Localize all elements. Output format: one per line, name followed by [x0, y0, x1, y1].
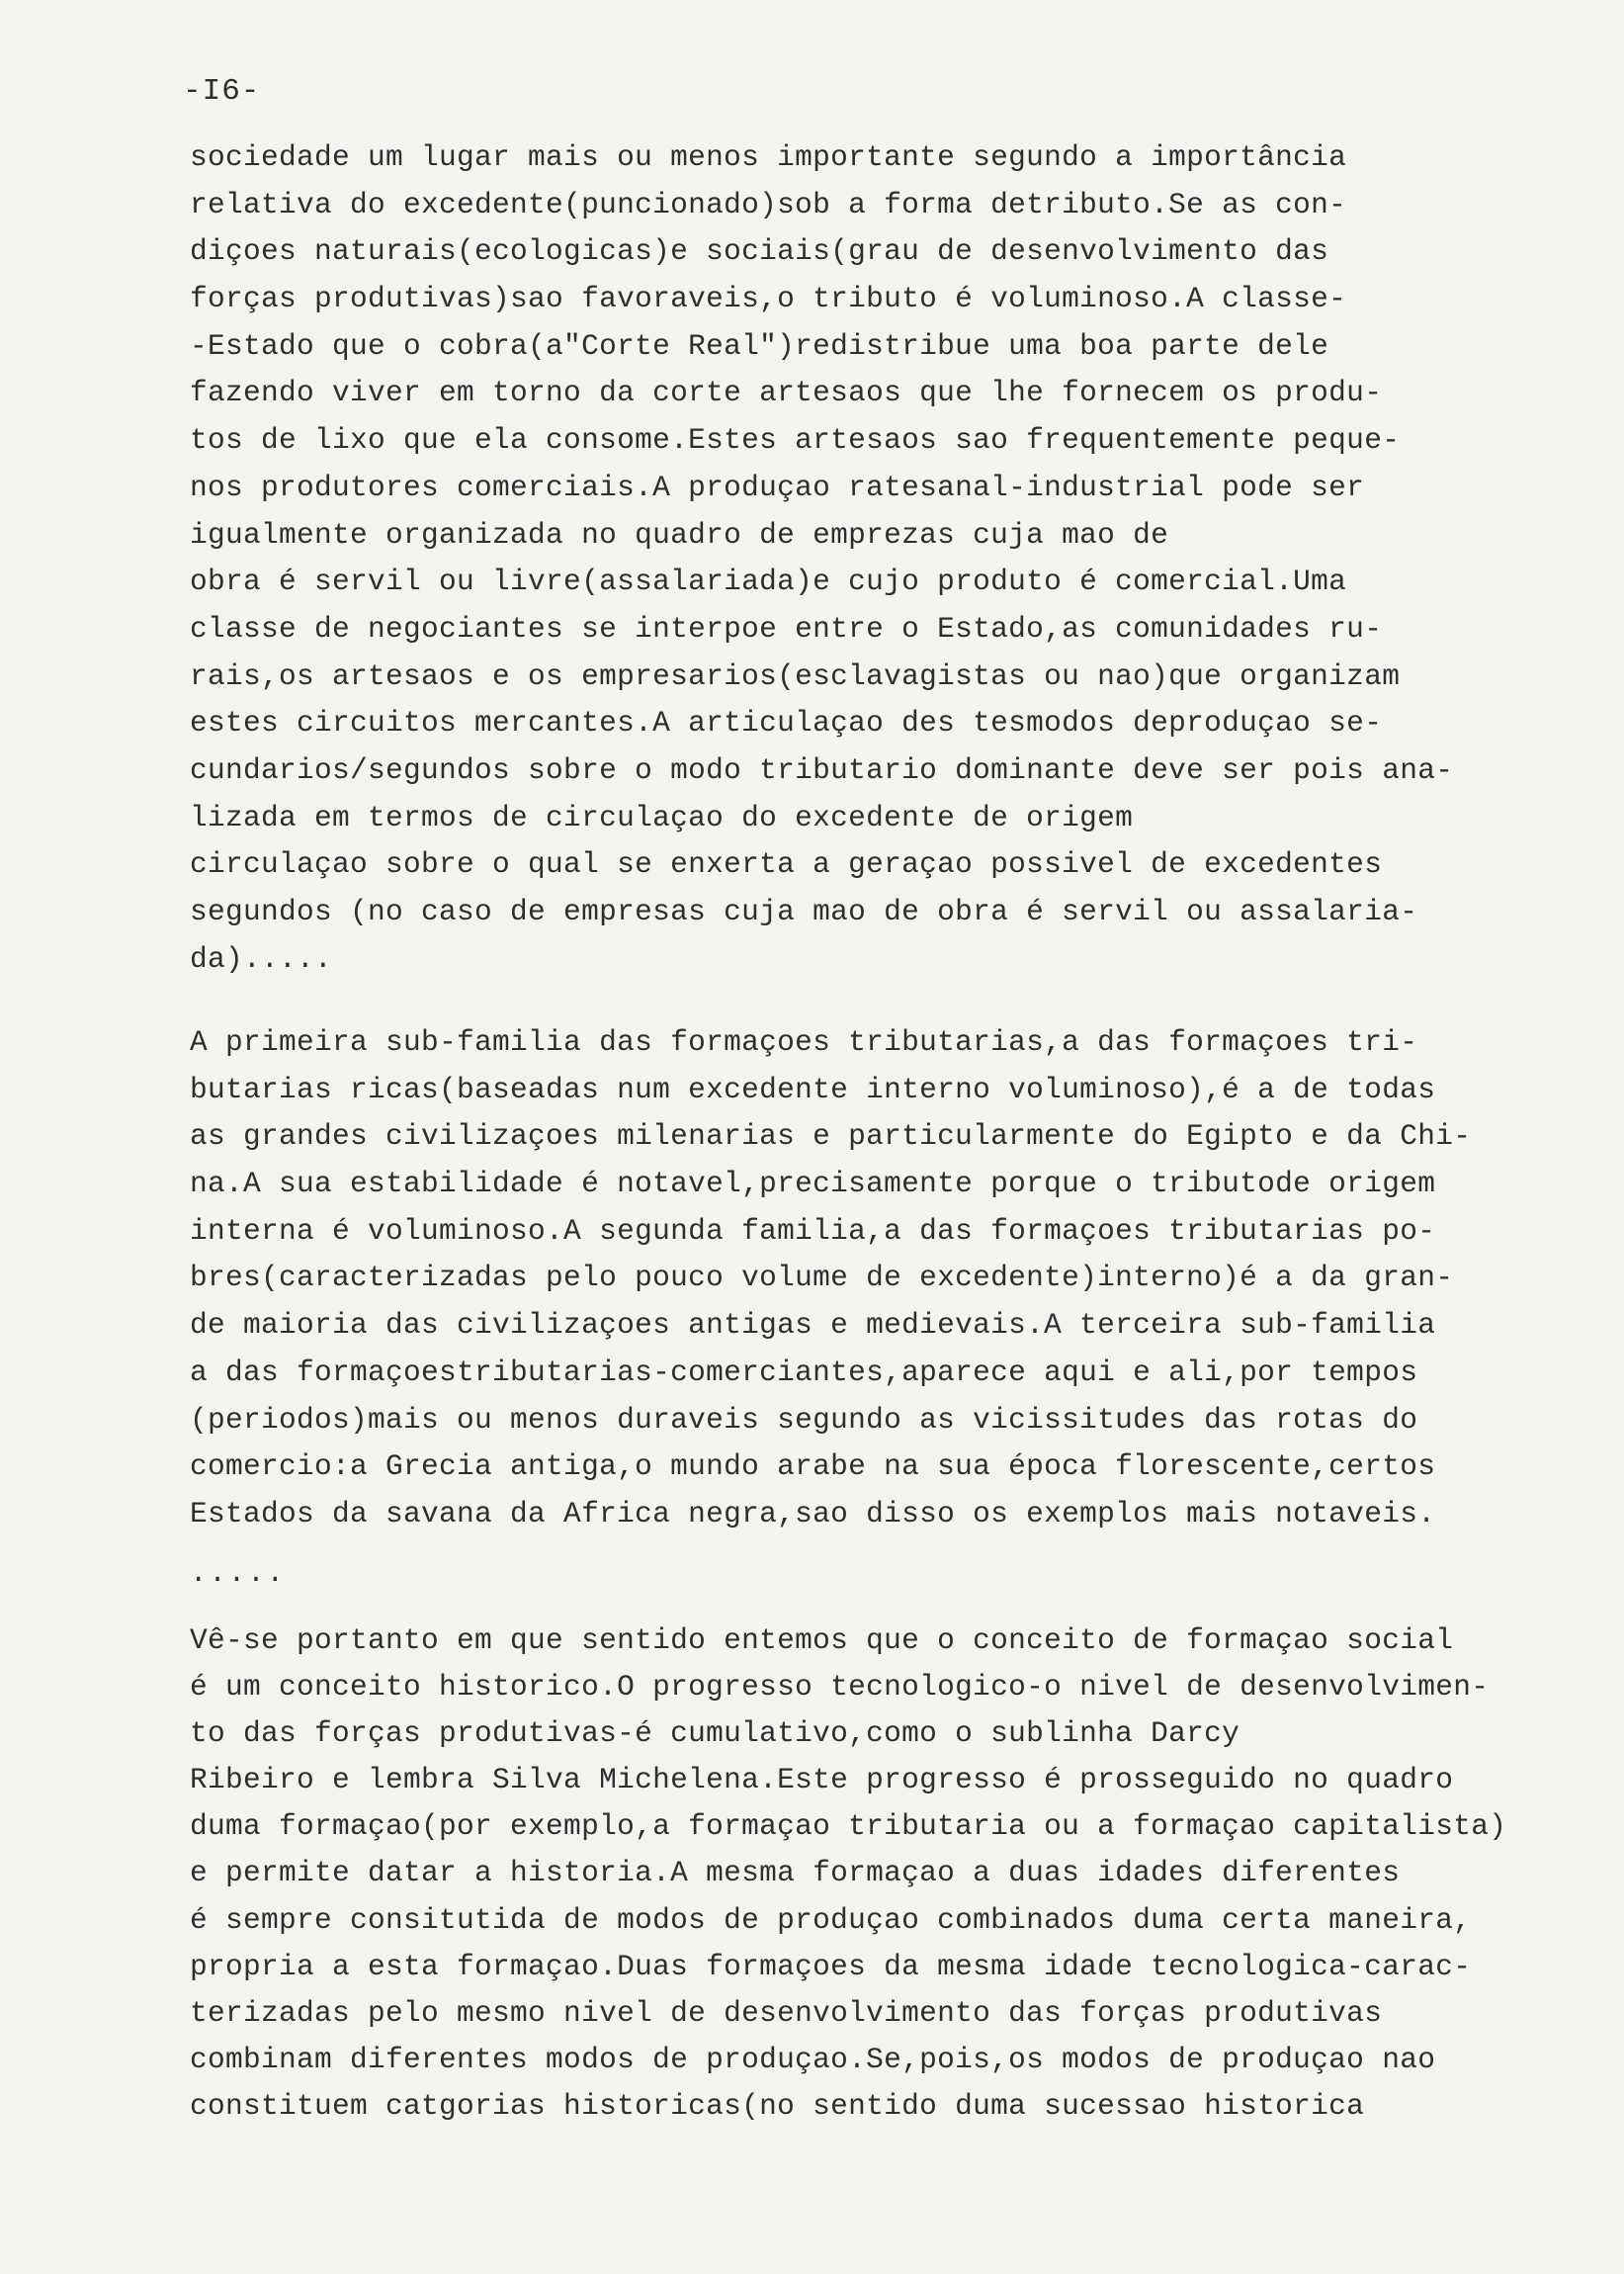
text-line: estes circuitos mercantes.A articulaçao des tesmodos deproduçao se- — [190, 706, 1383, 741]
text-line: circulaçao sobre o qual se enxerta a geraçao possivel de excedentes — [190, 847, 1383, 882]
text-line: rais,os artesaos e os empresarios(esclavagistas ou nao)que organizam — [190, 658, 1401, 693]
text-line: Estados da savana da Africa negra,sao disso os exemplos mais notaveis. — [190, 1496, 1436, 1531]
text-line: Ribeiro e lembra Silva Michelena.Este progresso é prosseguido no quadro — [190, 1763, 1454, 1797]
text-line: nos produtores comerciais.A produçao ratesanal-industrial pode ser — [190, 470, 1365, 504]
text-line: diçoes naturais(ecologicas)e sociais(grau de desenvolvimento das — [190, 234, 1329, 269]
text-line: e permite datar a historia.A mesma formaçao a duas idades diferentes — [190, 1856, 1401, 1890]
paragraph-3 — [190, 1618, 1574, 2130]
section-separator: ..... — [190, 1557, 287, 1590]
text-line: constituem catgorias historicas(no sentido duma sucessao historica — [190, 2088, 1365, 2123]
text-line: -Estado que o cobra(a"Corte Real")redistribue uma boa parte dele — [190, 328, 1329, 363]
text-line: de maioria das civilizaçoes antigas e medievais.A terceira sub-familia — [190, 1308, 1436, 1343]
text-line: fazendo viver em torno da corte artesaos que lhe fornecem os produ- — [190, 376, 1383, 410]
text-line: comercio:a Grecia antiga,o mundo arabe na sua época florescente,certos — [190, 1449, 1436, 1484]
text-line: é um conceito historico.O progresso tecnologico-o nivel de desenvolvimen- — [190, 1670, 1490, 1705]
page-number: -I6- — [183, 74, 261, 109]
text-line: forças produtivas)sao favoraveis,o tributo é voluminoso.A classe- — [190, 282, 1347, 316]
text-line: terizadas pelo mesmo nivel de desenvolvimento das forças produtivas — [190, 1995, 1383, 2030]
text-line: segundos (no caso de empresas cuja mao de obra é servil ou assalaria- — [190, 895, 1418, 928]
text-line: tos de lixo que ela consome.Estes artesaos sao frequentemente peque- — [190, 423, 1401, 458]
text-line: propria a esta formaçao.Duas formaçoes da mesma idade tecnologica-carac- — [190, 1949, 1472, 1983]
text-line: igualmente organizada no quadro de emprezas cuja mao de — [190, 517, 1169, 552]
text-line: classe de negociantes se interpoe entre o Estado,as comunidades ru- — [190, 611, 1383, 646]
text-line: bres(caracterizadas pelo pouco volume de excedente)interno)é a da gran- — [190, 1261, 1454, 1295]
text-line: obra é servil ou livre(assalariada)e cujo produto é comercial.Uma — [190, 565, 1347, 599]
text-line: interna é voluminoso.A segunda familia,a das formaçoes tributarias po- — [190, 1213, 1436, 1248]
paragraph-2 — [190, 1019, 1574, 1538]
text-line: lizada em termos de circulaçao do excedente de origem — [190, 800, 1134, 834]
text-line: (periodos)mais ou menos duraveis segundo as vicissitudes das rotas do — [190, 1402, 1418, 1437]
text-line: da)..... — [190, 941, 333, 976]
text-line: cundarios/segundos sobre o modo tributario dominante deve ser pois ana- — [190, 752, 1454, 787]
text-line: relativa do excedente(puncionado)sob a forma detributo.Se as con- — [190, 187, 1347, 221]
text-line: duma formaçao(por exemplo,a formaçao tributaria ou a formaçao capitalista) — [190, 1809, 1507, 1844]
paragraph-1 — [190, 134, 1574, 983]
text-line: na.A sua estabilidade é notavel,precisamente porque o tributode origem — [190, 1167, 1436, 1201]
text-line: combinam diferentes modos de produçao.Se,pois,os modos de produçao nao — [190, 2042, 1436, 2076]
text-line: butarias ricas(baseadas num excedente interno voluminoso),é a de todas — [190, 1072, 1436, 1106]
text-line: a das formaçoestributarias-comerciantes,aparece aqui e ali,por tempos — [190, 1355, 1418, 1389]
text-line: sociedade um lugar mais ou menos importante segundo a importância — [190, 140, 1347, 174]
text-line: as grandes civilizaçoes milenarias e particularmente do Egipto e da Chi- — [190, 1119, 1472, 1154]
text-line: é sempre consitutida de modos de produçao combinados duma certa maneira, — [190, 1902, 1472, 1937]
text-line: Vê-se portanto em que sentido entemos que o conceito de formaçao social — [190, 1623, 1454, 1657]
text-line: A primeira sub-familia das formaçoes tributarias,a das formaçoes tri- — [190, 1025, 1418, 1059]
text-line: to das forças produtivas-é cumulativo,como o sublinha Darcy — [190, 1716, 1240, 1751]
